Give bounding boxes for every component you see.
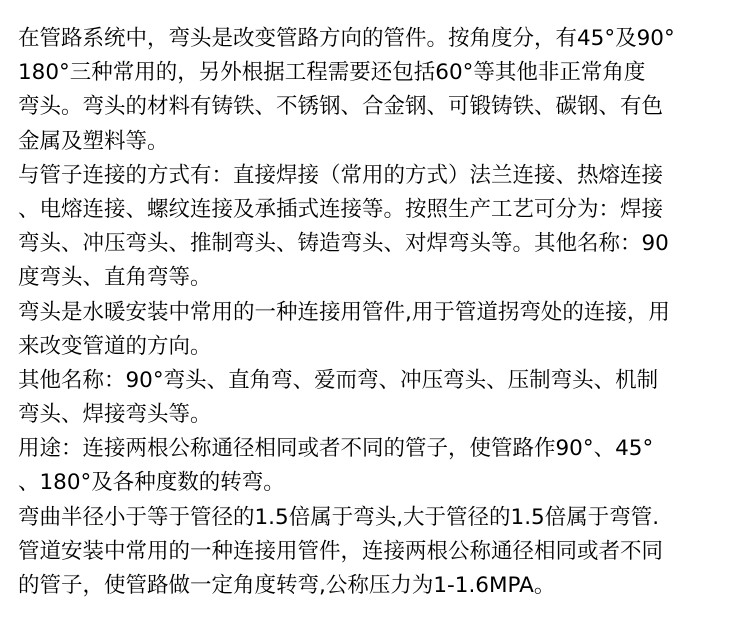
text-line: 弯曲半径小于等于管径的1.5倍属于弯头,大于管径的1.5倍属于弯管. (18, 504, 660, 530)
text-line: 金属及塑料等。 (18, 128, 169, 154)
text-line: 、180°及各种度数的转弯。 (18, 470, 285, 496)
text-line: 、电熔连接、螺纹连接及承插式连接等。按照生产工艺可分为：焊接 (18, 196, 664, 222)
text-line: 弯头。弯头的材料有铸铁、不锈钢、合金钢、可锻铸铁、碳钢、有色 (18, 94, 664, 120)
text-line: 管道安装中常用的一种连接用管件，连接两根公称通径相同或者不同 (18, 538, 664, 564)
text-line: 来改变管道的方向。 (18, 333, 212, 359)
text-line: 弯头、焊接弯头等。 (18, 402, 212, 428)
text-line: 弯头、冲压弯头、推制弯头、铸造弯头、对焊弯头等。其他名称：90 (18, 231, 669, 257)
text-line: 在管路系统中，弯头是改变管路方向的管件。按角度分，有45°及90° (18, 26, 675, 51)
text-line: 其他名称：90°弯头、直角弯、爱而弯、冲压弯头、压制弯头、机制 (18, 367, 659, 393)
text-line: 180°三种常用的，另外根据工程需要还包括60°等其他非正常角度 (18, 60, 646, 86)
text-line: 与管子连接的方式有：直接焊接（常用的方式）法兰连接、热熔连接 (18, 162, 664, 188)
text-line: 的管子，使管路做一定角度转弯,公称压力为1-1.6MPA。 (18, 573, 556, 598)
document-body (18, 22, 740, 603)
text-line: 弯头是水暖安装中常用的一种连接用管件,用于管道拐弯处的连接，用 (18, 299, 670, 325)
text-line: 用途：连接两根公称通径相同或者不同的管子，使管路作90°、45° (18, 436, 654, 462)
text-line: 度弯头、直角弯等。 (18, 265, 212, 291)
